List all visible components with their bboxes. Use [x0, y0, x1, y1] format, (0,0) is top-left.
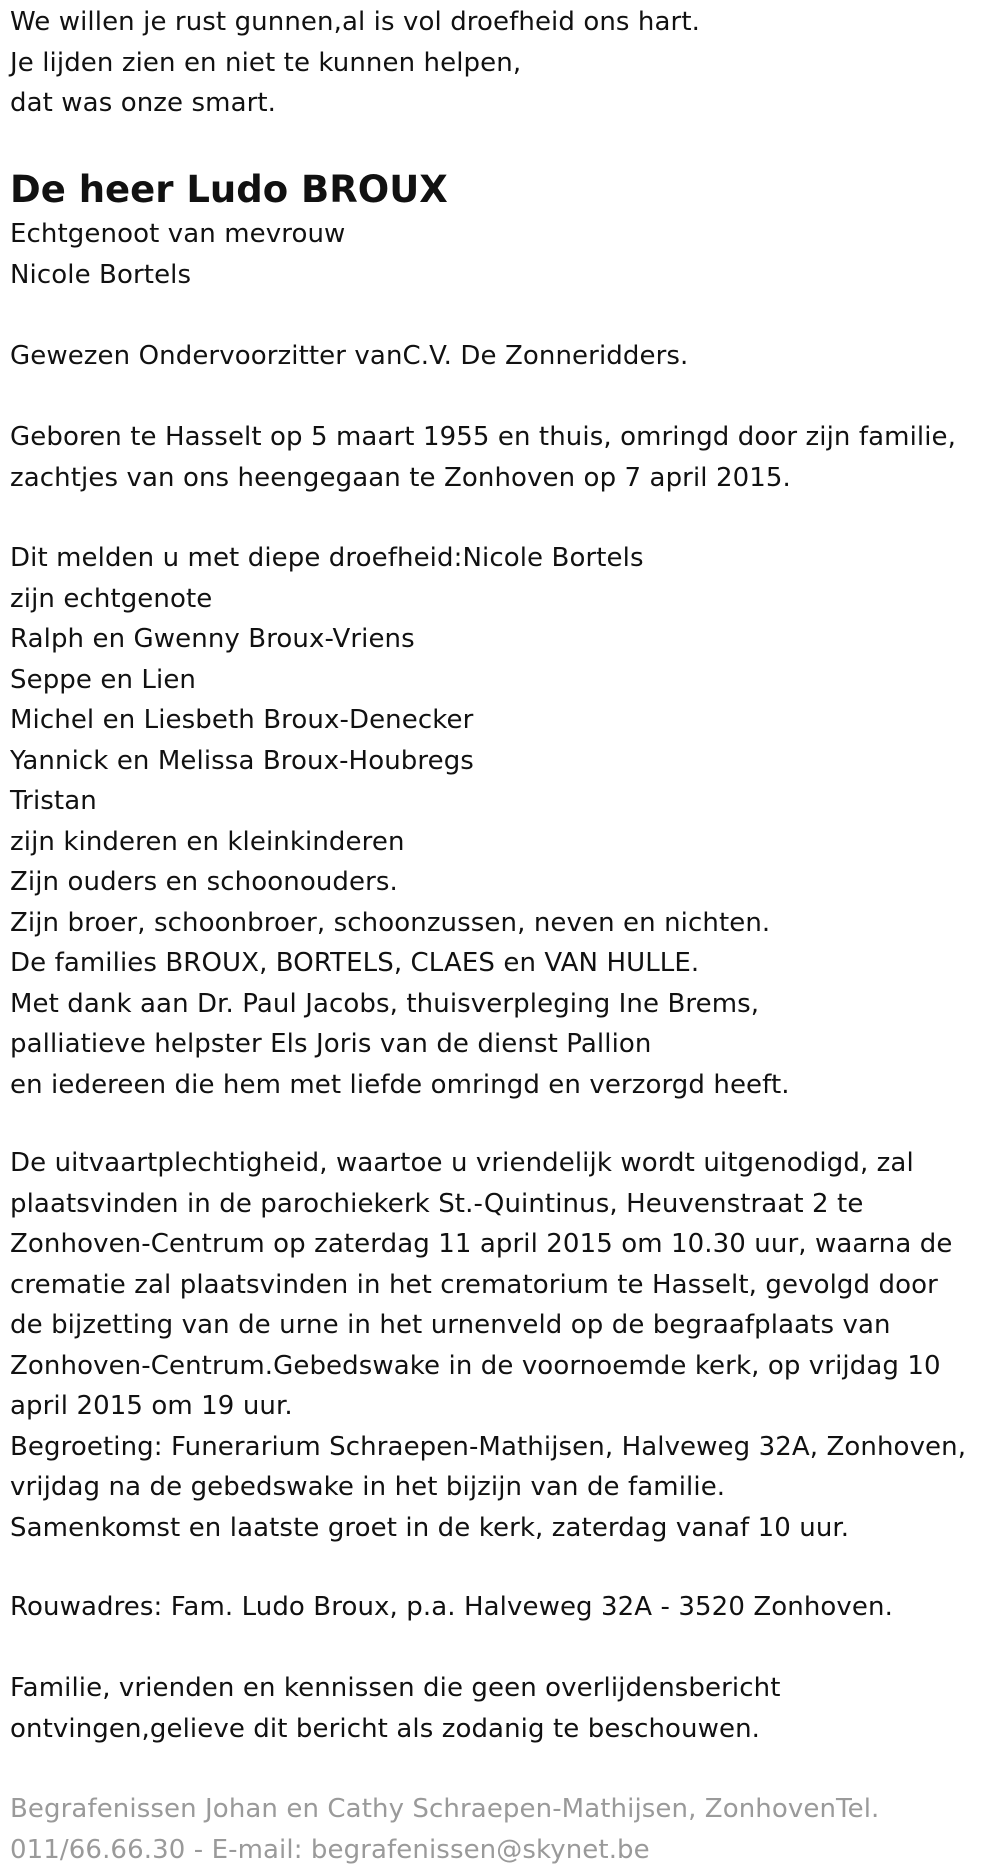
mourner-line: Zijn broer, schoonbroer, schoonzussen, neven en nichten. [10, 907, 771, 938]
mourner-line: Met dank aan Dr. Paul Jacobs, thuisverpleging Ine Brems, [10, 988, 760, 1019]
mourner-line: Michel en Liesbeth Broux-Denecker [10, 705, 474, 735]
birth-death-info [10, 417, 956, 498]
mourner-line: palliatieve helpster Els Joris van de dienst Pallion [10, 1029, 652, 1059]
role-description [10, 336, 688, 377]
mourners-list [10, 538, 790, 1105]
mourner-line: Zijn ouders en schoonouders. [10, 867, 398, 897]
notice-line: ontvingen,gelieve dit bericht als zodanig te beschouwen. [10, 1713, 761, 1744]
poem-line: We willen je rust gunnen,al is vol droefheid ons hart. [10, 7, 700, 37]
notice-line: Familie, vrienden en kennissen die geen overlijdensbericht [10, 1673, 781, 1703]
mourner-line: Seppe en Lien [10, 664, 196, 695]
spouse-info [10, 214, 345, 295]
mourner-line: De families BROUX, BORTELS, CLAES en VAN HULLE. [10, 948, 700, 978]
funeral-director-footer [10, 1789, 879, 1870]
deceased-name [10, 164, 448, 216]
mourner-line: Dit melden u met diepe droefheid:Nicole Bortels [10, 543, 644, 573]
ceremony-line: april 2015 om 19 uur. [10, 1391, 293, 1421]
poem-line: dat was onze smart. [10, 88, 277, 118]
ceremony-details [10, 1143, 966, 1548]
spouse-line: Nicole Bortels [10, 259, 192, 290]
ceremony-line: Samenkomst en laatste groet in de kerk, zaterdag vanaf 10 uur. [10, 1512, 850, 1543]
footer-line: 011/66.66.30 - E-mail: begrafenissen@skynet.be [10, 1834, 650, 1865]
poem [10, 2, 700, 124]
birth-death-line: zachtjes van ons heengegaan te Zonhoven op 7 april 2015. [10, 462, 791, 493]
address-line: Rouwadres: Fam. Ludo Broux, p.a. Halveweg 32A - 3520 Zonhoven. [10, 1592, 893, 1622]
mourner-line: en iedereen die hem met liefde omringd en verzorgd heeft. [10, 1069, 790, 1100]
birth-death-line: Geboren te Hasselt op 5 maart 1955 en thuis, omringd door zijn familie, [10, 422, 957, 452]
ceremony-line: de bijzetting van de urne in het urnenveld op de begraafplaats van [10, 1310, 891, 1340]
ceremony-line: De uitvaartplechtigheid, waartoe u vriendelijk wordt uitgenodigd, zal [10, 1148, 914, 1178]
ceremony-line: vrijdag na de gebedswake in het bijzijn van de familie. [10, 1472, 726, 1502]
mourner-line: zijn echtgenote [10, 583, 213, 614]
mourner-line: zijn kinderen en kleinkinderen [10, 826, 405, 857]
poem-line: Je lijden zien en niet te kunnen helpen, [10, 47, 522, 78]
footer-line: Begrafenissen Johan en Cathy Schraepen-Mathijsen, ZonhovenTel. [10, 1794, 880, 1824]
role-line: Gewezen Ondervoorzitter vanC.V. De Zonneridders. [10, 341, 689, 371]
deceased-name-text: De heer Ludo BROUX [10, 168, 448, 211]
notice [10, 1668, 781, 1749]
spouse-line: Echtgenoot van mevrouw [10, 219, 346, 249]
ceremony-line: Zonhoven-Centrum op zaterdag 11 april 2015 om 10.30 uur, waarna de [10, 1229, 953, 1259]
mourner-line: Yannick en Melissa Broux-Houbregs [10, 745, 474, 776]
ceremony-line: Zonhoven-Centrum.Gebedswake in de voornoemde kerk, op vrijdag 10 [10, 1350, 941, 1381]
mourner-line: Tristan [10, 786, 97, 816]
mourning-address [10, 1587, 893, 1628]
mourner-line: Ralph en Gwenny Broux-Vriens [10, 624, 415, 654]
ceremony-line: plaatsvinden in de parochiekerk St.-Quintinus, Heuvenstraat 2 te [10, 1188, 864, 1219]
ceremony-line: Begroeting: Funerarium Schraepen-Mathijsen, Halveweg 32A, Zonhoven, [10, 1431, 967, 1462]
ceremony-line: crematie zal plaatsvinden in het crematorium te Hasselt, gevolgd door [10, 1269, 938, 1300]
